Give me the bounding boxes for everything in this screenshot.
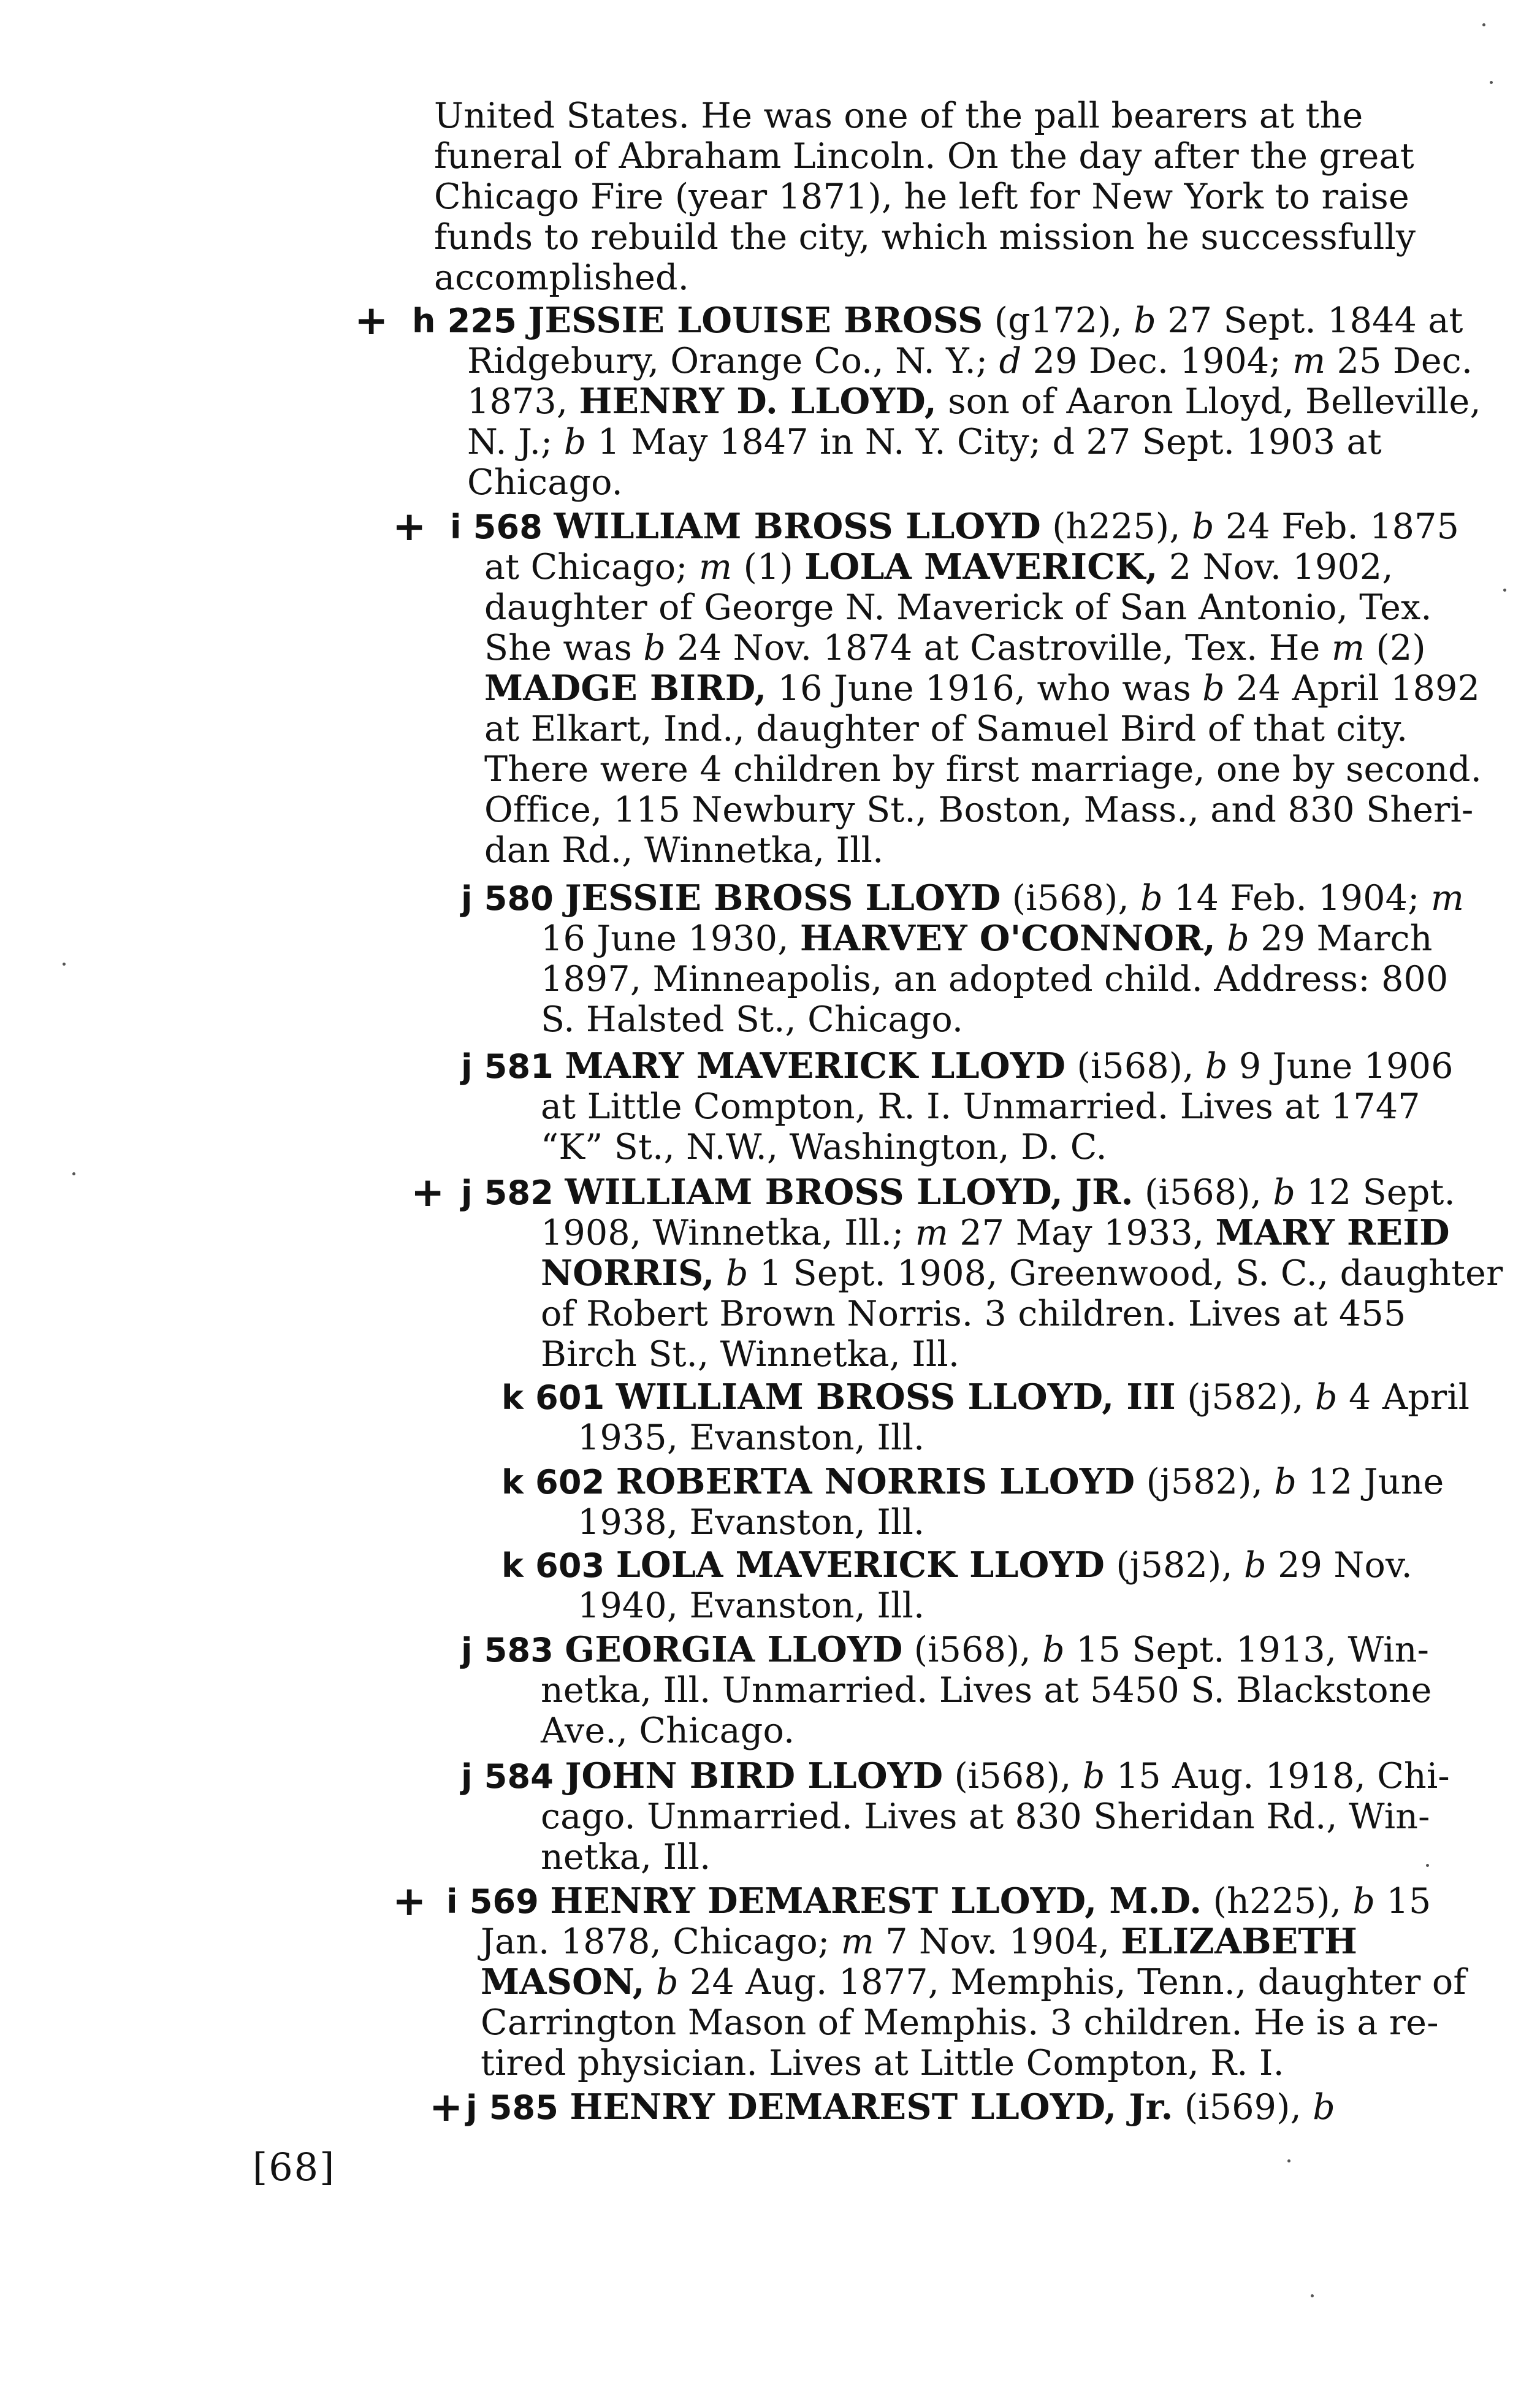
entry-h225-line-2 [467, 341, 1473, 381]
entry-label: j 582 [461, 1174, 554, 1212]
spouse-name: MADGE BIRD, [484, 668, 767, 709]
entry-h225-line-4 [467, 422, 1382, 462]
entry-i568-line-1 [450, 506, 1459, 548]
entry-text: 24 April 1892 [1224, 668, 1481, 709]
entry-text: son of Aaron Lloyd, Belleville, [936, 381, 1481, 422]
spouse-name: MARY REID [1215, 1212, 1450, 1253]
entry-text: at Chicago; [484, 547, 699, 587]
entry-j584-line-3: netka, Ill. [541, 1837, 711, 1877]
intro-line-3: Chicago Fire (year 1871), he left for New York to raise [434, 177, 1409, 217]
person-name: WILLIAM BROSS LLOYD, III [616, 1376, 1176, 1418]
entry-j583-line-3: Ave., Chicago. [541, 1711, 795, 1751]
entry-k601-line-1 [501, 1377, 1469, 1418]
entry-text: Jan. 1878, Chicago; [481, 1922, 841, 1962]
entry-text: 1873, [467, 381, 579, 422]
entry-text: 15 Aug. 1918, Chi- [1105, 1756, 1450, 1796]
scan-speck [1287, 2159, 1290, 2162]
entry-text: (i568), [1133, 1172, 1273, 1213]
plus-marker-i568: + [392, 503, 427, 550]
entry-label: k 602 [501, 1463, 605, 1502]
entry-text: (2) [1365, 628, 1426, 668]
entry-k602-line-1 [501, 1462, 1444, 1503]
entry-j580-line-4: S. Halsted St., Chicago. [541, 999, 964, 1040]
entry-j580-line-3: 1897, Minneapolis, an adopted child. Address: 800 [541, 959, 1449, 999]
married-abbrev: m [841, 1922, 874, 1962]
born-abbrev: b [563, 422, 587, 462]
entry-text: 1 May 1847 in N. Y. City; d 27 Sept. 1903 at [586, 422, 1382, 462]
entry-i568-line-2 [484, 547, 1393, 587]
born-abbrev: b [1140, 878, 1163, 918]
intro-line-2: funeral of Abraham Lincoln. On the day after the great [434, 136, 1414, 177]
entry-text: 24 Aug. 1877, Memphis, Tenn., daughter of [678, 1962, 1466, 2002]
scan-speck [1426, 1864, 1429, 1867]
married-abbrev: m [915, 1213, 948, 1253]
entry-text: 27 Sept. 1844 at [1156, 300, 1463, 341]
born-abbrev: b [644, 1962, 679, 2002]
entry-text: (j582), [1105, 1545, 1245, 1586]
entry-text: 4 April [1337, 1377, 1470, 1418]
entry-text: 7 Nov. 1904, [874, 1922, 1121, 1962]
spouse-name: ELIZABETH [1121, 1921, 1358, 1962]
entry-text: (1) [732, 547, 805, 587]
entry-j583-line-1 [461, 1630, 1429, 1671]
entry-text: She was [484, 628, 644, 668]
entry-text: (i568), [902, 1630, 1043, 1670]
born-abbrev: b [1273, 1172, 1296, 1213]
entry-text: 27 May 1933, [948, 1213, 1216, 1253]
born-abbrev: b [1192, 506, 1214, 547]
entry-text: 16 June 1916, who was [766, 668, 1203, 709]
entry-i569-line-1 [446, 1881, 1431, 1922]
entry-label: i 568 [450, 508, 543, 546]
entry-j582-line-2 [541, 1213, 1450, 1253]
scan-speck [63, 963, 66, 966]
entry-text: 25 Dec. [1325, 341, 1473, 381]
entry-j581-line-2: at Little Compton, R. I. Unmarried. Lives at 1747 [541, 1086, 1420, 1127]
person-name: WILLIAM BROSS LLOYD [554, 506, 1041, 547]
entry-i568-line-9: dan Rd., Winnetka, Ill. [484, 830, 884, 871]
person-name: JESSIE LOUISE BROSS [528, 300, 983, 341]
scan-speck [72, 1172, 75, 1175]
entry-text: (i568), [943, 1756, 1083, 1796]
person-name: WILLIAM BROSS LLOYD, JR. [565, 1172, 1134, 1213]
entry-i569-line-3 [481, 1962, 1466, 2002]
entry-text: Ridgebury, Orange Co., N. Y.; [467, 341, 999, 381]
entry-i568-line-5 [484, 668, 1480, 709]
entry-text: (g172), [983, 300, 1134, 341]
entry-text: 29 Dec. 1904; [1021, 341, 1293, 381]
entry-j580-line-1 [461, 878, 1464, 919]
entry-label: k 601 [501, 1378, 605, 1417]
intro-line-1: United States. He was one of the pall bearers at the [434, 96, 1363, 136]
entry-label: h 225 [412, 302, 517, 340]
entry-j582-line-1 [461, 1172, 1455, 1213]
entry-text: N. J.; [467, 422, 564, 462]
person-name: ROBERTA NORRIS LLOYD [616, 1461, 1135, 1502]
born-abbrev: b [643, 628, 666, 668]
entry-text: (h225), [1202, 1881, 1353, 1922]
born-abbrev: b [1215, 918, 1249, 959]
person-name: LOLA MAVERICK LLOYD [616, 1544, 1105, 1586]
plus-marker-i569: + [392, 1877, 427, 1925]
entry-label: j 584 [461, 1757, 554, 1796]
entry-label: j 581 [461, 1047, 554, 1086]
entry-label: k 603 [501, 1546, 605, 1585]
spouse-name: HARVEY O'CONNOR, [799, 918, 1216, 959]
entry-j585-line-1 [466, 2087, 1335, 2128]
spouse-name: HENRY D. LLOYD, [579, 381, 937, 422]
entry-i568-line-6: at Elkart, Ind., daughter of Samuel Bird of that city. [484, 709, 1408, 749]
entry-j584-line-1 [461, 1756, 1450, 1797]
entry-j582-line-5: Birch St., Winnetka, Ill. [541, 1334, 960, 1375]
born-abbrev: b [1352, 1881, 1376, 1922]
entry-label: i 569 [446, 1882, 539, 1921]
entry-i568-line-4 [484, 628, 1426, 668]
entry-i569-line-5: tired physician. Lives at Little Compton, R. I. [481, 2043, 1284, 2083]
entry-text: 15 Sept. 1913, Win- [1064, 1630, 1430, 1670]
born-abbrev: b [1082, 1756, 1105, 1796]
scan-speck [1490, 81, 1493, 84]
entry-k601-line-2: 1935, Evanston, Ill. [578, 1418, 925, 1458]
entry-text: (j582), [1175, 1377, 1316, 1418]
spouse-name: LOLA MAVERICK, [804, 546, 1158, 587]
entry-text: 1908, Winnetka, Ill.; [541, 1213, 915, 1253]
entry-text: 9 June 1906 [1227, 1046, 1454, 1086]
born-abbrev: b [1205, 1046, 1228, 1086]
entry-label: j 580 [461, 879, 554, 918]
plus-marker-j582: + [411, 1169, 445, 1216]
entry-text: (i568), [1001, 878, 1141, 918]
entry-text: 2 Nov. 1902, [1157, 547, 1393, 587]
entry-j581-line-3: “K” St., N.W., Washington, D. C. [541, 1127, 1107, 1167]
married-abbrev: m [1430, 878, 1465, 918]
entry-j582-line-3 [541, 1253, 1503, 1294]
entry-j583-line-2: netka, Ill. Unmarried. Lives at 5450 S. Blackstone [541, 1670, 1432, 1711]
born-abbrev: b [1134, 300, 1156, 341]
entry-text: 14 Feb. 1904; [1162, 878, 1431, 918]
entry-text: 29 March [1249, 918, 1433, 959]
plus-marker-h225: + [354, 297, 389, 344]
entry-j580-line-2 [541, 918, 1433, 959]
died-abbrev: d [999, 341, 1022, 381]
person-name: MARY MAVERICK LLOYD [565, 1045, 1066, 1086]
entry-text: 1 Sept. 1908, Greenwood, S. C., daughter [748, 1253, 1503, 1294]
intro-line-5: accomplished. [434, 258, 690, 298]
born-abbrev: b [1202, 668, 1225, 709]
entry-i569-line-4: Carrington Mason of Memphis. 3 children. He is a re- [481, 2002, 1439, 2043]
person-name: HENRY DEMAREST LLOYD, Jr. [570, 2086, 1173, 2128]
married-abbrev: m [1292, 341, 1326, 381]
entry-text: 16 June 1930, [541, 918, 800, 959]
entry-k602-line-2: 1938, Evanston, Ill. [578, 1502, 925, 1543]
entry-text: (h225), [1040, 506, 1192, 547]
entry-j584-line-2: cago. Unmarried. Lives at 830 Sheridan Rd., Win- [541, 1796, 1430, 1837]
entry-h225-line-1 [412, 300, 1463, 342]
entry-text: 29 Nov. [1266, 1545, 1412, 1586]
intro-line-4: funds to rebuild the city, which mission he successfully [434, 217, 1416, 258]
entry-text: 24 Feb. 1875 [1214, 506, 1460, 547]
married-abbrev: m [1331, 628, 1365, 668]
born-abbrev: b [714, 1253, 749, 1294]
born-abbrev: b [1313, 2087, 1335, 2128]
entry-i568-line-8: Office, 115 Newbury St., Boston, Mass., and 830 Sheri- [484, 790, 1474, 830]
born-abbrev: b [1042, 1630, 1065, 1670]
entry-j581-line-1 [461, 1046, 1454, 1087]
entry-h225-line-3 [467, 381, 1481, 422]
entry-text: (i569), [1173, 2087, 1313, 2128]
entry-label: j 583 [461, 1631, 554, 1670]
entry-h225-line-5: Chicago. [467, 462, 623, 503]
entry-text: 12 Sept. [1295, 1172, 1455, 1213]
entry-k603-line-2: 1940, Evanston, Ill. [578, 1586, 925, 1626]
page-number: [68] [253, 2145, 336, 2189]
spouse-name: NORRIS, [541, 1253, 715, 1294]
entry-label: j 585 [466, 2088, 559, 2127]
plus-marker-j585: + [429, 2083, 463, 2131]
person-name: JOHN BIRD LLOYD [565, 1755, 943, 1796]
entry-text: (i568), [1065, 1046, 1205, 1086]
born-abbrev: b [1274, 1462, 1297, 1502]
entry-text: 24 Nov. 1874 at Castroville, Tex. He [666, 628, 1332, 668]
person-name: JESSIE BROSS LLOYD [565, 877, 1001, 918]
scan-speck [1503, 589, 1506, 592]
spouse-name: MASON, [481, 1961, 645, 2002]
entry-text: (j582), [1135, 1462, 1275, 1502]
person-name: GEORGIA LLOYD [565, 1629, 903, 1670]
person-name: HENRY DEMAREST LLOYD, M.D. [550, 1880, 1202, 1922]
entry-i569-line-2 [481, 1922, 1357, 1962]
born-abbrev: b [1315, 1377, 1338, 1418]
entry-text: 12 June [1297, 1462, 1444, 1502]
scan-speck [1311, 2294, 1314, 2297]
married-abbrev: m [699, 547, 733, 587]
entry-k603-line-1 [501, 1545, 1412, 1586]
scan-speck [1482, 23, 1485, 26]
born-abbrev: b [1244, 1545, 1267, 1586]
entry-i568-line-7: There were 4 children by first marriage, one by second. [484, 749, 1482, 790]
entry-j582-line-4: of Robert Brown Norris. 3 children. Lives at 455 [541, 1294, 1406, 1334]
entry-i568-line-3: daughter of George N. Maverick of San Antonio, Tex. [484, 587, 1432, 628]
entry-text: 15 [1375, 1881, 1431, 1922]
